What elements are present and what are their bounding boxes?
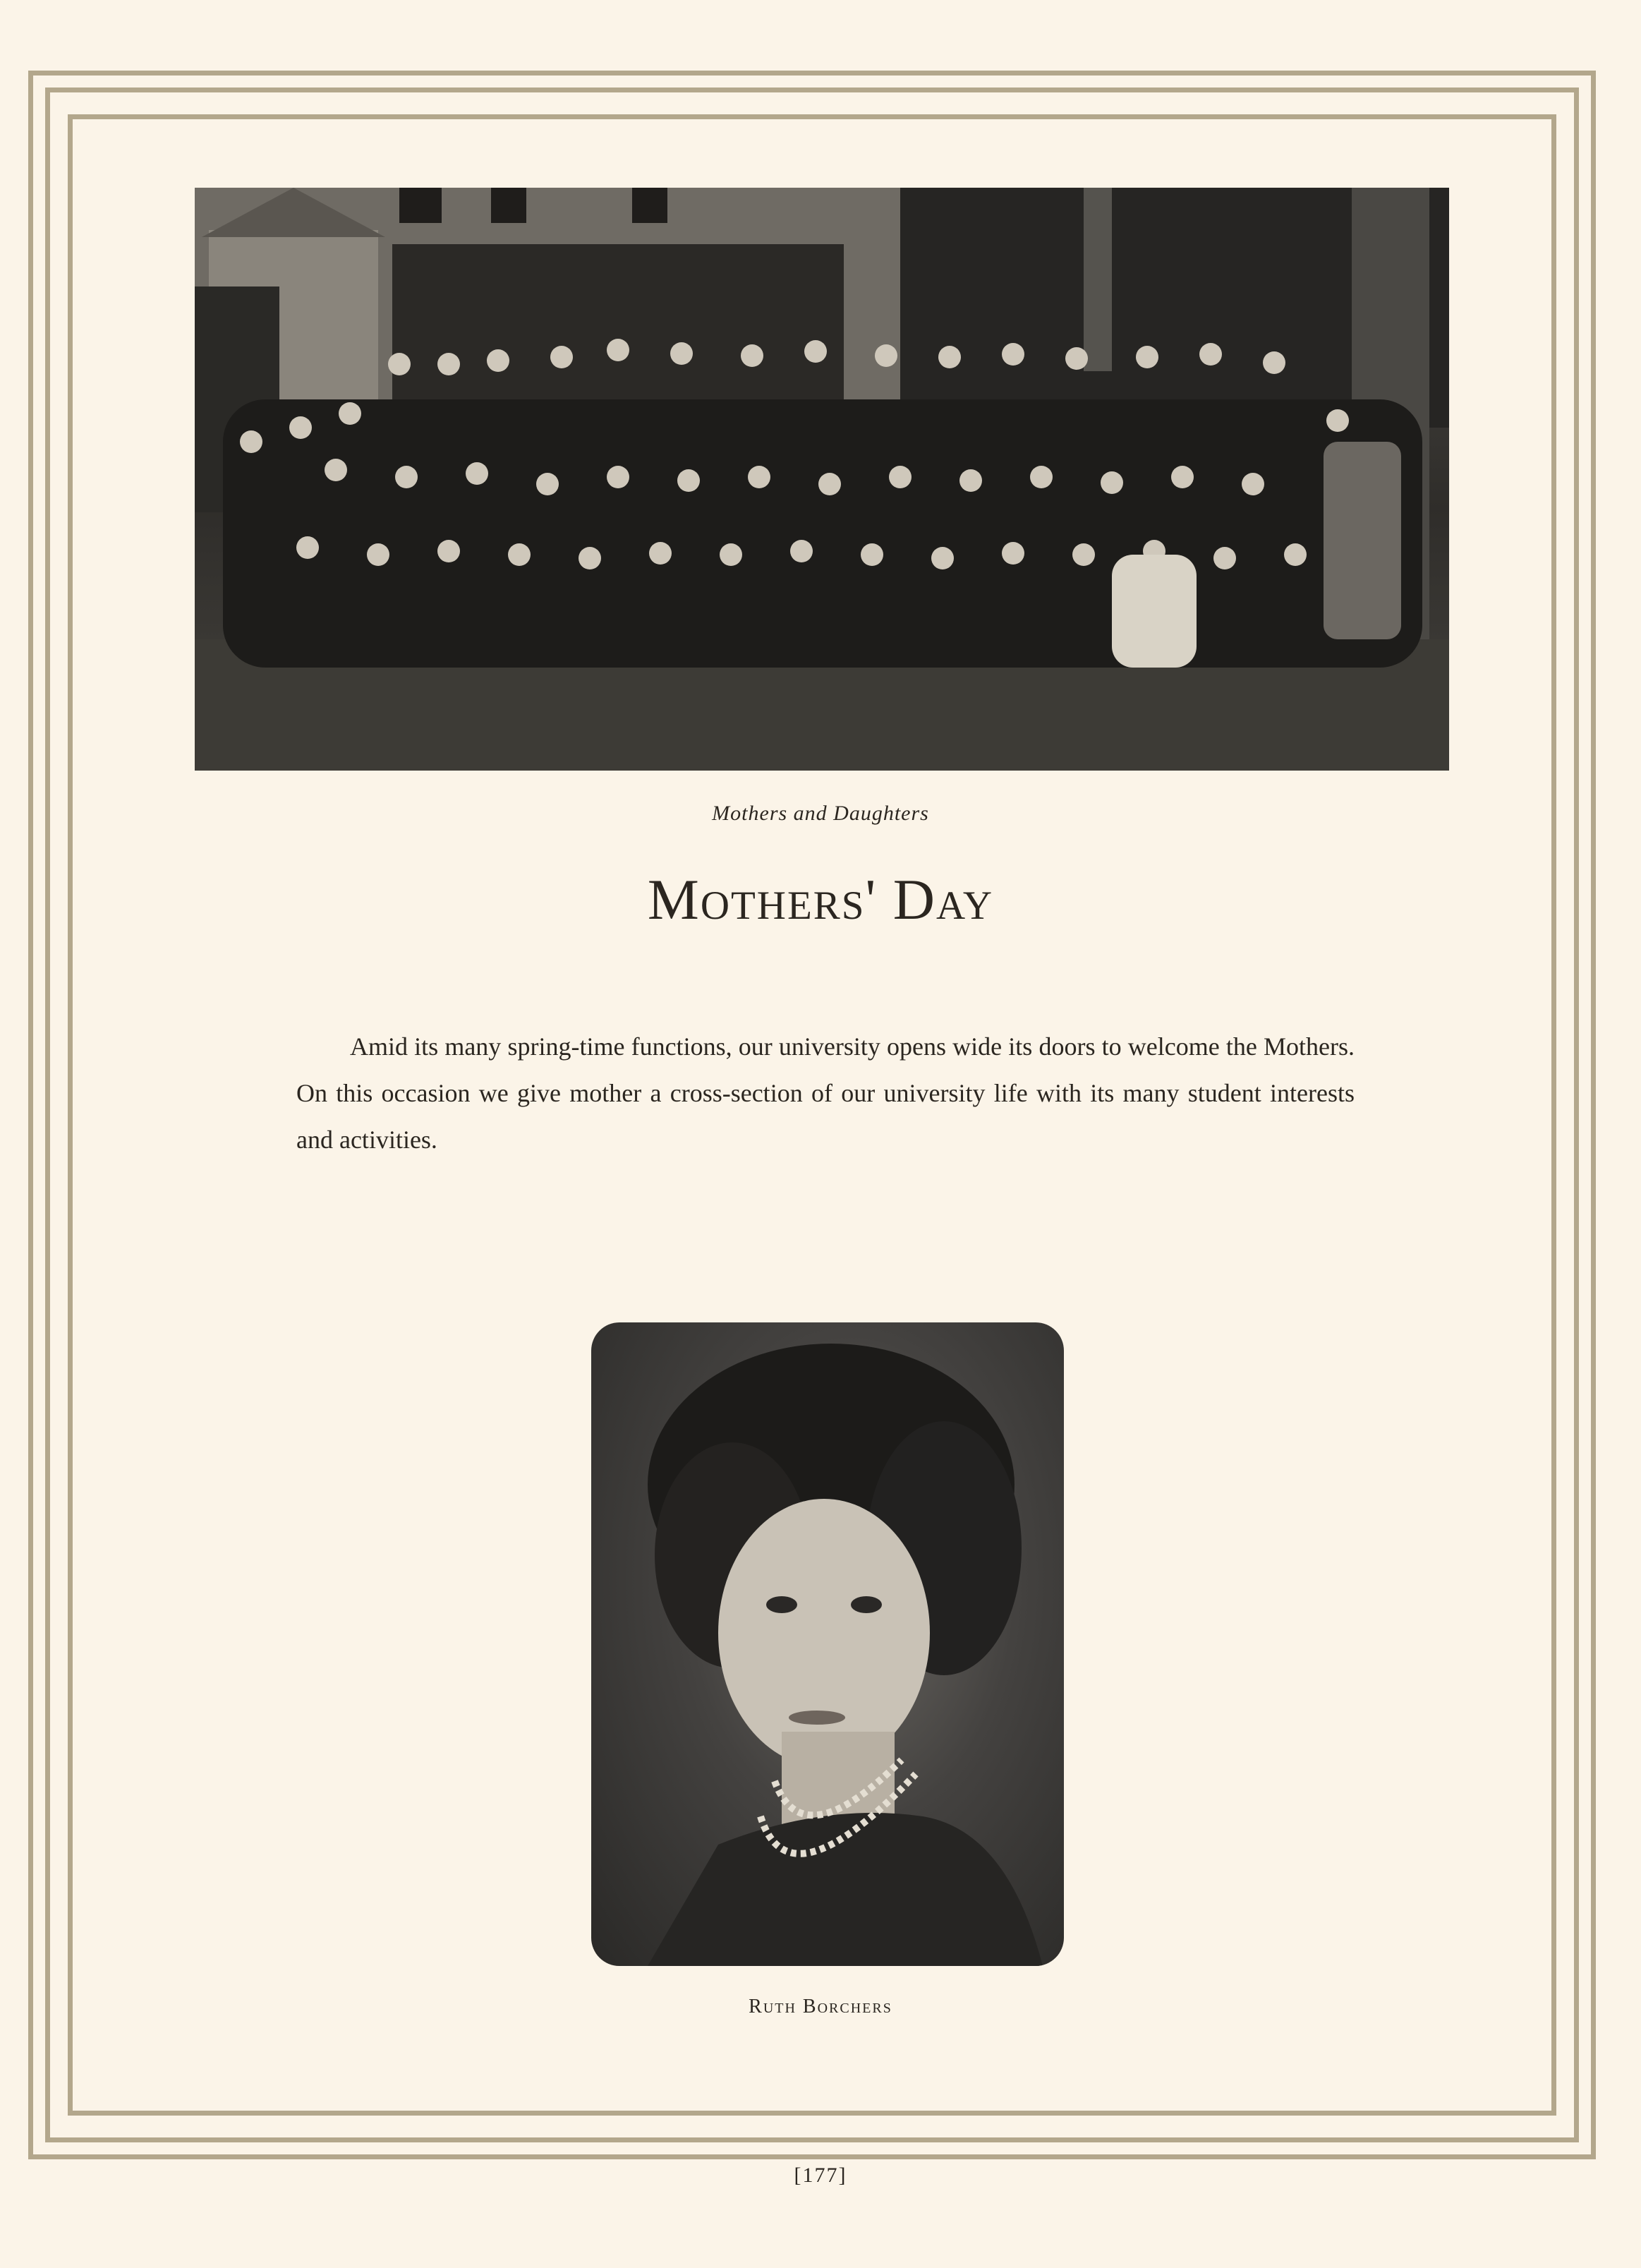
page-title: Mothers' Day bbox=[647, 867, 994, 931]
page-number: [177] bbox=[794, 2164, 847, 2187]
photo-caption: Mothers and Daughters bbox=[712, 802, 929, 825]
portrait-photo bbox=[591, 1322, 1064, 1966]
group-photo bbox=[195, 188, 1449, 771]
body-paragraph bbox=[296, 1023, 1355, 1163]
body-text: Amid its many spring-time functions, our university opens wide its doors to welcome the Mothers. On this occasion we give mother a cross-section of our university life with its many student interests and activities. bbox=[296, 1032, 1355, 1154]
portrait-caption: Ruth Borchers bbox=[749, 1996, 892, 2017]
